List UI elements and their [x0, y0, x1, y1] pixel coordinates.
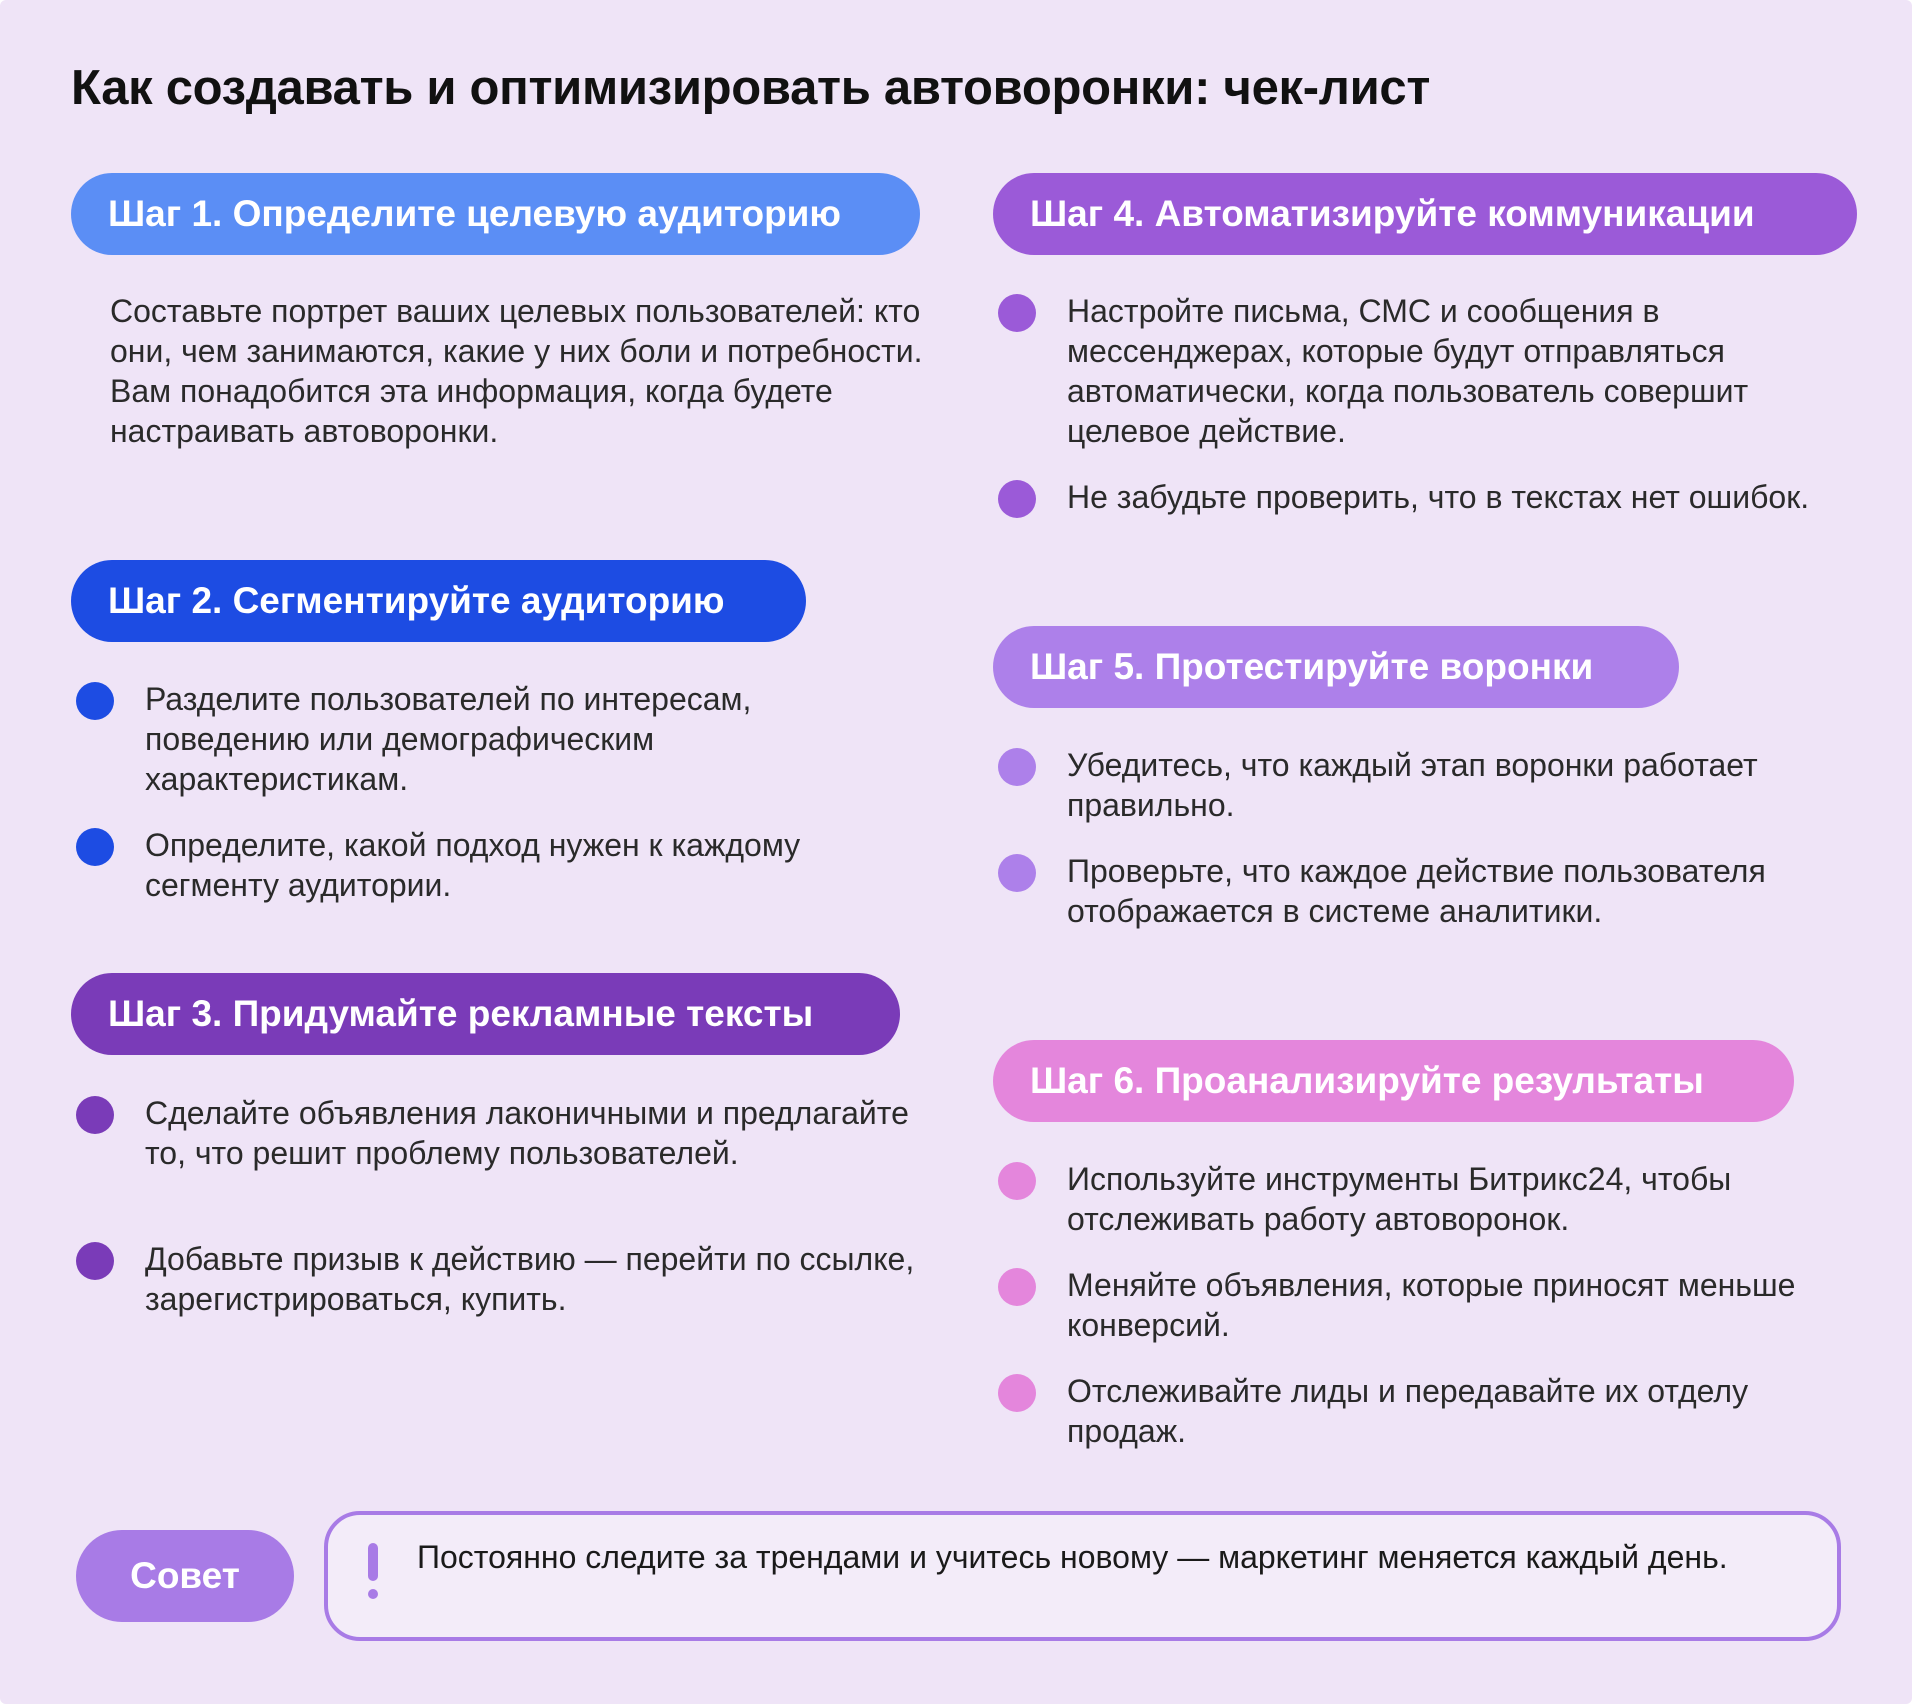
advice-text: Постоянно следите за трендами и учитесь новому — маркетинг меняется каждый день. [417, 1539, 1728, 1575]
bullet-dot [76, 1242, 114, 1280]
list-item [998, 1265, 1848, 1345]
step-3-header: Шаг 3. Придумайте рекламные тексты [71, 973, 900, 1055]
bullet-dot [998, 1268, 1036, 1306]
bullet-dot [76, 828, 114, 866]
list-item [998, 745, 1848, 825]
list-item [998, 291, 1848, 451]
list-item [76, 1093, 916, 1173]
bullet-dot [998, 1162, 1036, 1200]
list-item [76, 825, 916, 905]
step-3-bullet-1: Сделайте объявления лаконичными и предлагайте то, что решит проблему пользователей. [145, 1095, 909, 1171]
list-item [76, 1239, 916, 1319]
list-item [998, 851, 1848, 931]
step-2-bullet-2: Определите, какой подход нужен к каждому сегменту аудитории. [145, 827, 801, 903]
step-1-header: Шаг 1. Определите целевую аудиторию [71, 173, 920, 255]
bullet-dot [76, 682, 114, 720]
list-item [76, 679, 916, 799]
step-6-bullet-2: Меняйте объявления, которые приносят меньше конверсий. [1067, 1267, 1796, 1343]
advice-label: Совет [76, 1530, 294, 1622]
bullet-dot [998, 854, 1036, 892]
bullet-dot [998, 1374, 1036, 1412]
list-item [998, 477, 1848, 517]
exclamation-icon [368, 1543, 378, 1603]
step-2-header: Шаг 2. Сегментируйте аудиторию [71, 560, 806, 642]
advice-box [324, 1511, 1841, 1641]
bullet-dot [998, 294, 1036, 332]
step-4-header: Шаг 4. Автоматизируйте коммуникации [993, 173, 1857, 255]
step-5-bullet-2: Проверьте, что каждое действие пользователя отображается в системе аналитики. [1067, 853, 1766, 929]
step-6-bullet-3: Отслеживайте лиды и передавайте их отделу продаж. [1067, 1373, 1749, 1449]
list-item [998, 1371, 1848, 1451]
step-4-bullet-2: Не забудьте проверить, что в текстах нет ошибок. [1067, 479, 1810, 515]
step-4-bullet-1: Настройте письма, СМС и сообщения в мессенджерах, которые будут отправляться автоматически, когда пользователь совершит целевое действие. [1067, 293, 1749, 449]
bullet-dot [998, 480, 1036, 518]
step-5-bullet-1: Убедитесь, что каждый этап воронки работает правильно. [1067, 747, 1758, 823]
step-5-header: Шаг 5. Протестируйте воронки [993, 626, 1679, 708]
step-1-paragraph: Составьте портрет ваших целевых пользователей: кто они, чем занимаются, какие у них боли и потребности. Вам понадобится эта информация, когда будете настраивать автоворонки. [110, 293, 923, 449]
list-item [998, 1159, 1848, 1239]
page-title: Как создавать и оптимизировать автоворонки: чек-лист [71, 61, 1431, 115]
step-3-bullet-2: Добавьте призыв к действию — перейти по ссылке, зарегистрироваться, купить. [145, 1241, 915, 1317]
step-6-header: Шаг 6. Проанализируйте результаты [993, 1040, 1794, 1122]
step-6-bullet-1: Используйте инструменты Битрикс24, чтобы отслеживать работу автоворонок. [1067, 1161, 1732, 1237]
bullet-dot [76, 1096, 114, 1134]
bullet-dot [998, 748, 1036, 786]
step-2-bullet-1: Разделите пользователей по интересам, поведению или демографическим характеристикам. [145, 681, 752, 797]
